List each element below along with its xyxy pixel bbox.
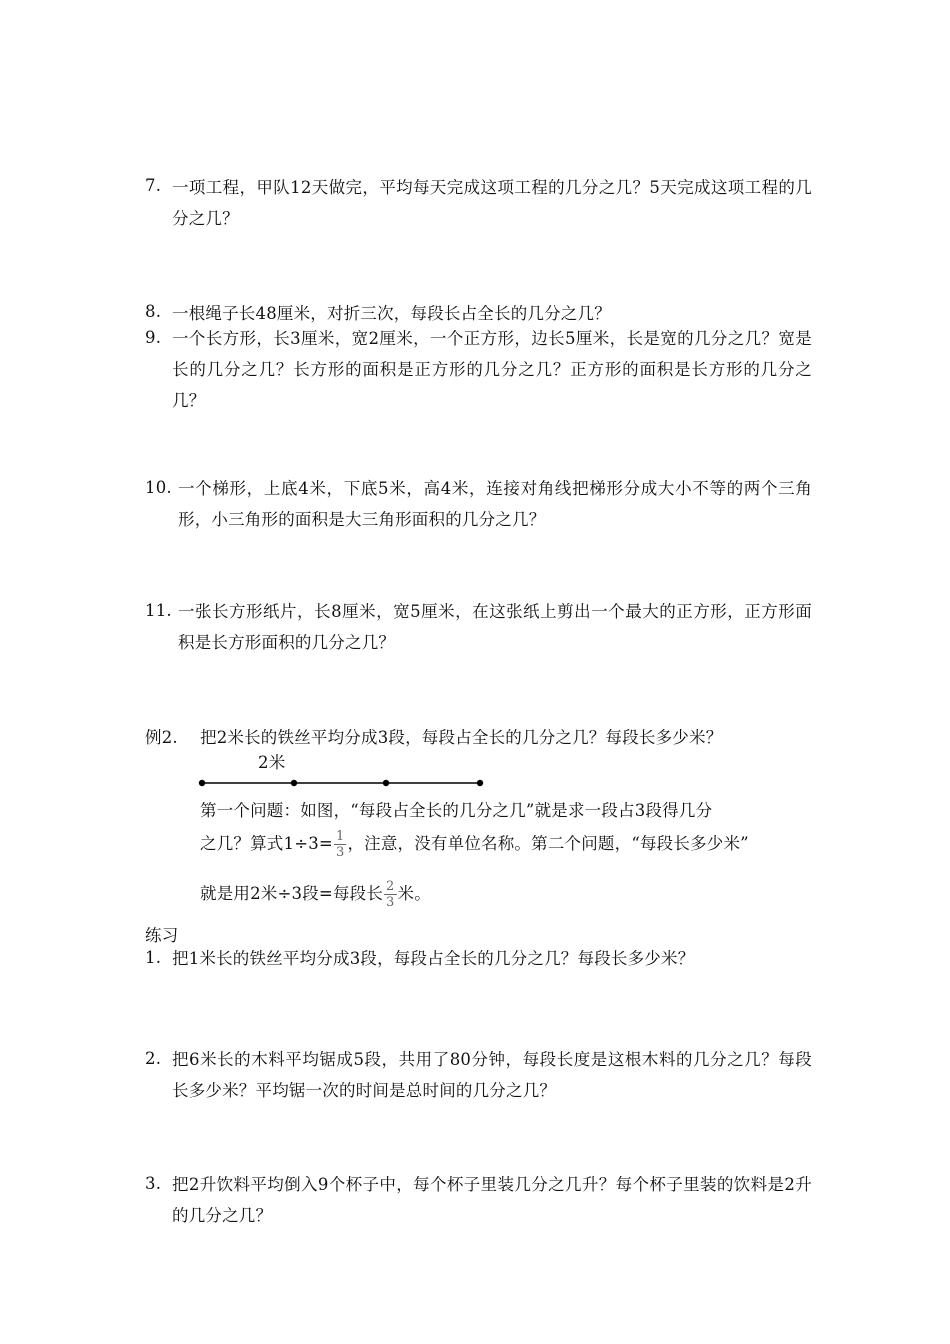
problem-text: 把6米长的木料平均锯成5段，共用了80分钟，每段长度是这根木料的几分之几？每段长多少米？平均锯一次的时间是总时间的几分之几？ — [172, 1050, 812, 1100]
fraction-denominator: 3 — [386, 895, 395, 910]
explanation-line — [200, 878, 810, 910]
diagram-label: 2米 — [258, 753, 286, 772]
explanation-text: ，注意，没有单位名称。第二个问题，“每段长多少米” — [347, 834, 749, 853]
section-title: 练习 — [145, 926, 179, 945]
problem-text: 一个梯形，上底4米，下底5米，高4米，连接对角线把梯形分成大小不等的两个三角形，小三角形的面积是大三角形面积的几分之几？ — [178, 479, 812, 529]
problem-text: 一张长方形纸片，长8厘米，宽5厘米，在这张纸上剪出一个最大的正方形，正方形面积是长方形面积的几分之几？ — [178, 602, 812, 652]
example-label: 例2. — [145, 728, 178, 747]
problem-number: 7. — [145, 176, 162, 195]
problem-text: 一个长方形，长3厘米，宽2厘米，一个正方形，边长5厘米，长是宽的几分之几？宽是长的几分之几？长方形的面积是正方形的几分之几？正方形的面积是长方形的几分之几？ — [172, 329, 812, 410]
problem-text: 把1米长的铁丝平均分成3段，每段占全长的几分之几？每段长多少米？ — [172, 949, 695, 968]
diagram-point — [477, 780, 483, 786]
problem-number: 10. — [145, 478, 172, 497]
diagram-point — [383, 780, 389, 786]
fraction — [334, 829, 346, 860]
fraction-numerator: 1 — [335, 829, 345, 844]
explanation-text: 之几？算式1÷3= — [200, 834, 333, 853]
fraction-denominator: 3 — [335, 845, 345, 860]
diagram-point — [199, 780, 205, 786]
problem-number: 8. — [145, 302, 162, 321]
fraction-numerator: 2 — [386, 879, 395, 894]
explanation-text: 米。 — [397, 884, 431, 903]
problem-number: 2. — [145, 1049, 162, 1068]
explanation-line: 第一个问题：如图，“每段占全长的几分之几”就是求一段占3段得几分 — [200, 801, 713, 820]
segment-diagram — [196, 776, 486, 790]
problem-number: 1. — [145, 948, 162, 967]
problem-number: 11. — [145, 601, 172, 620]
fraction — [384, 879, 396, 910]
problem-number: 3. — [145, 1174, 162, 1193]
problem-text: 一根绳子长48厘米，对折三次，每段长占全长的几分之几？ — [172, 304, 611, 323]
explanation-text: 就是用2米÷3段=每段长 — [200, 884, 384, 903]
problem-text: 把2升饮料平均倒入9个杯子中，每个杯子里装几分之几升？每个杯子里装的饮料是2升的几分之几？ — [172, 1175, 812, 1225]
diagram-point — [291, 780, 297, 786]
explanation-line — [200, 828, 810, 860]
example-text: 把2米长的铁丝平均分成3段，每段占全长的几分之几？每段长多少米？ — [200, 728, 723, 747]
problem-text: 一项工程，甲队12天做完，平均每天完成这项工程的几分之几？5天完成这项工程的几分之几？ — [172, 178, 812, 228]
problem-number: 9. — [145, 328, 162, 347]
